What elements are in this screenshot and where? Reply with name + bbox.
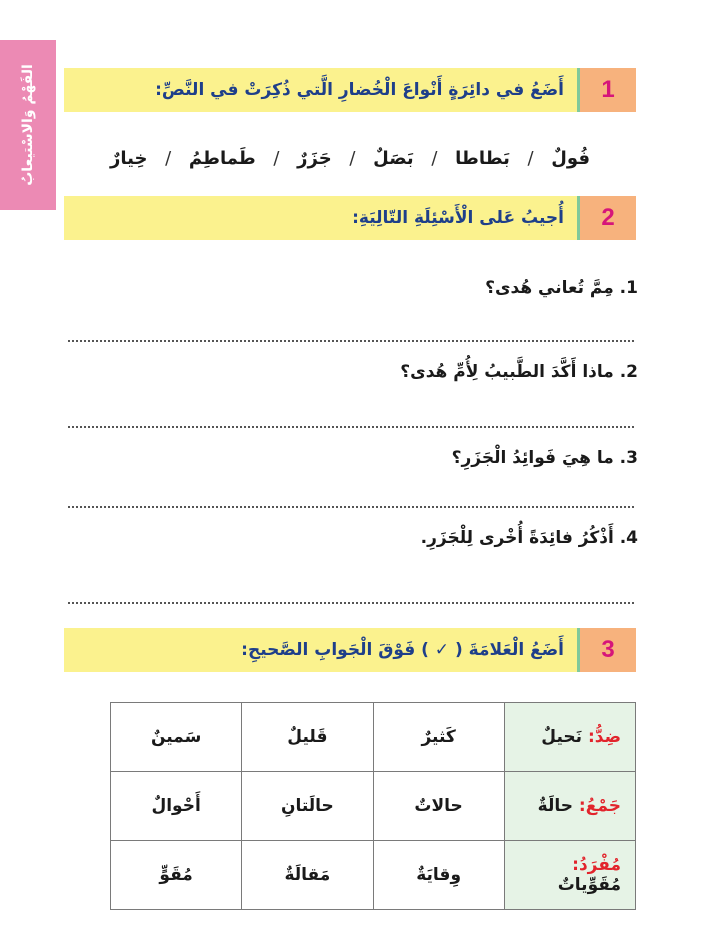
separator: /	[273, 147, 280, 169]
section-2-number: 2	[577, 196, 636, 240]
row-prompt: جَمْعُ: حالَةٌ	[504, 772, 635, 841]
section-1-title: أَضَعُ في دائِرَةٍ أَنْواعَ الْخُضارِ الَّتي ذُكِرَتْ في النَّصِّ:	[155, 80, 564, 100]
answer-choice[interactable]: وِقايَةٌ	[373, 841, 504, 910]
row-word: حالَةٌ	[537, 796, 573, 816]
question-1: 1. مِمَّ تُعاني هُدى؟	[485, 278, 638, 298]
vegetable-options	[110, 140, 590, 176]
table-row	[111, 772, 636, 841]
section-3-number: 3	[577, 628, 636, 672]
section-2-header	[64, 196, 636, 240]
answer-line-1[interactable]	[68, 340, 634, 342]
answer-choice[interactable]: حالاتٌ	[373, 772, 504, 841]
option-word[interactable]: فُولٌ	[551, 147, 590, 169]
section-1-number: 1	[577, 68, 636, 112]
option-word[interactable]: طَماطِمُ	[188, 147, 256, 169]
row-label: ضِدُّ	[594, 727, 621, 747]
option-word[interactable]: خِيارٌ	[110, 147, 148, 169]
answer-choice[interactable]: أَحْوالٌ	[111, 772, 242, 841]
section-3-header	[64, 628, 636, 672]
row-label: جَمْعُ	[585, 796, 621, 816]
answer-choice[interactable]: قَليلٌ	[242, 703, 373, 772]
answer-line-2[interactable]	[68, 426, 634, 428]
answer-line-4[interactable]	[68, 602, 634, 604]
option-word[interactable]: بَطاطا	[455, 147, 510, 169]
answer-choice[interactable]: سَمينٌ	[111, 703, 242, 772]
answer-line-3[interactable]	[68, 506, 634, 508]
question-4: 4. أَذْكُرُ فائِدَةً أُخْرى لِلْجَزَرِ.	[420, 528, 638, 548]
separator: /	[349, 147, 356, 169]
answer-choice[interactable]: كَثيرٌ	[373, 703, 504, 772]
row-prompt: مُفْرَدُ: مُقَوِّياتٌ	[504, 841, 635, 910]
section-2-title: أُجيبُ عَلى الْأَسْئِلَةِ التّالِيَةِ:	[352, 208, 564, 228]
side-tab-label: الفَهْمُ وَالاسْتيعابُ	[20, 64, 36, 186]
table-row	[111, 703, 636, 772]
question-3: 3. ما هِيَ فَوائِدُ الْجَزَرِ؟	[451, 448, 638, 468]
option-word[interactable]: بَصَلٌ	[373, 147, 414, 169]
section-3-title: أَضَعُ الْعَلامَةَ ( ✓ ) فَوْقَ الْجَوابِ الصَّحيحِ:	[241, 640, 564, 660]
row-word: مُقَوِّياتٌ	[557, 875, 621, 895]
option-word[interactable]: جَزَرٌ	[297, 147, 332, 169]
separator: /	[527, 147, 534, 169]
answer-choice[interactable]: مُقَوٍّ	[111, 841, 242, 910]
answer-choice[interactable]: حالَتانِ	[242, 772, 373, 841]
row-prompt: ضِدُّ: نَحيلٌ	[504, 703, 635, 772]
answer-choice[interactable]: مَقالَةٌ	[242, 841, 373, 910]
table-row	[111, 841, 636, 910]
question-2: 2. ماذا أَكَّدَ الطَّبيبُ لِأُمِّ هُدى؟	[400, 362, 638, 382]
separator: /	[431, 147, 438, 169]
section-1-header	[64, 68, 636, 112]
section-side-tab	[0, 40, 56, 210]
row-word: نَحيلٌ	[541, 727, 583, 747]
answer-table	[110, 702, 636, 910]
row-label: مُفْرَدُ	[578, 855, 621, 875]
separator: /	[165, 147, 172, 169]
